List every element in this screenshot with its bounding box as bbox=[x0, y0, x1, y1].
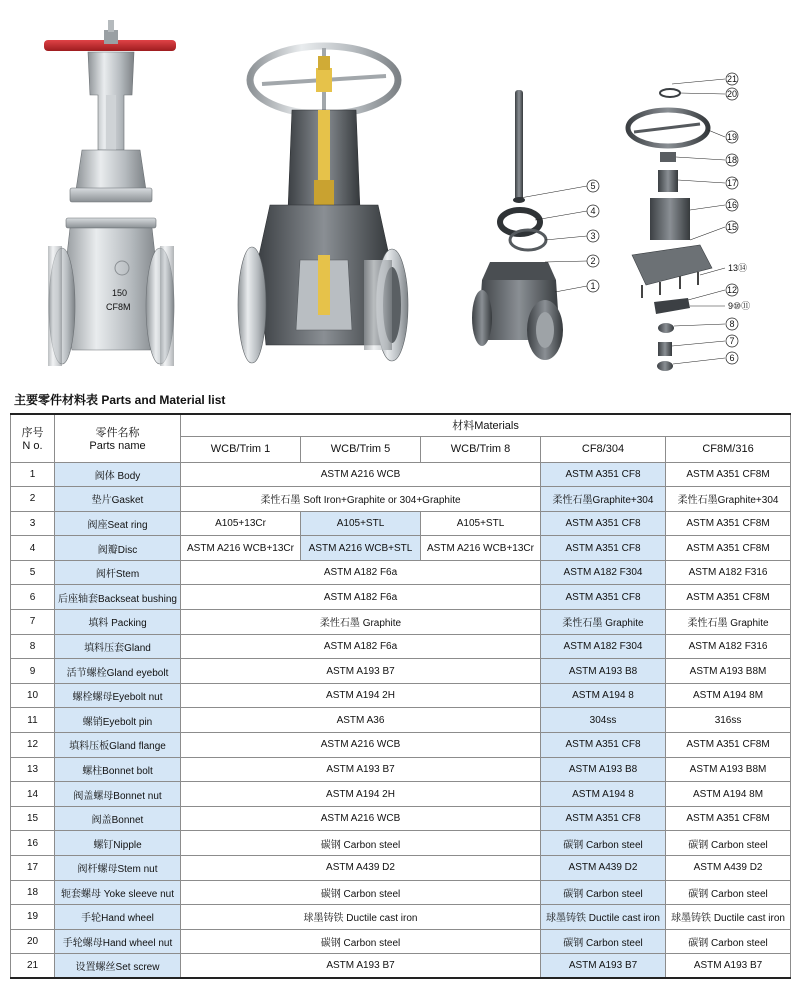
svg-text:7: 7 bbox=[729, 336, 735, 346]
callout-6 bbox=[726, 352, 738, 364]
svg-text:13⑭: 13⑭ bbox=[728, 263, 748, 273]
header-col-wcb-trim1: WCB/Trim 1 bbox=[181, 436, 301, 462]
header-col-cf8m: CF8M/316 bbox=[666, 436, 791, 462]
callout-17 bbox=[726, 177, 738, 189]
table-row bbox=[11, 536, 791, 561]
table-row bbox=[11, 856, 791, 881]
row-number: 20 bbox=[11, 929, 55, 954]
valve-illustrations bbox=[0, 0, 800, 385]
material-cf8m: 球墨铸铁 Ductile cast iron bbox=[666, 905, 791, 930]
material-wcb-trim5: A105+STL bbox=[301, 511, 421, 536]
gate-valve-photo bbox=[44, 20, 176, 366]
material-cf8m: ASTM A193 B8M bbox=[666, 659, 791, 684]
row-number: 15 bbox=[11, 806, 55, 831]
row-number: 12 bbox=[11, 733, 55, 758]
row-number: 17 bbox=[11, 856, 55, 881]
header-no bbox=[11, 414, 55, 462]
material-cf8: 柔性石墨 Graphite bbox=[541, 610, 666, 635]
material-cf8m: ASTM A351 CF8M bbox=[666, 462, 791, 487]
svg-text:5: 5 bbox=[590, 181, 596, 191]
part-name: 填料 Packing bbox=[55, 610, 181, 635]
material-cf8m: 碳钢 Carbon steel bbox=[666, 929, 791, 954]
material-wcb: ASTM A193 B7 bbox=[181, 659, 541, 684]
material-cf8: 球墨铸铁 Ductile cast iron bbox=[541, 905, 666, 930]
table-row bbox=[11, 929, 791, 954]
table-row bbox=[11, 683, 791, 708]
row-number: 10 bbox=[11, 683, 55, 708]
exploded-view-lower bbox=[472, 90, 599, 360]
row-number: 13 bbox=[11, 757, 55, 782]
table-row bbox=[11, 733, 791, 758]
row-number: 14 bbox=[11, 782, 55, 807]
material-wcb: ASTM A36 bbox=[181, 708, 541, 733]
material-wcb-trim1: A105+13Cr bbox=[181, 511, 301, 536]
row-number: 2 bbox=[11, 487, 55, 512]
table-body bbox=[11, 462, 791, 978]
svg-text:21: 21 bbox=[726, 74, 738, 84]
header-col-wcb-trim8: WCB/Trim 8 bbox=[421, 436, 541, 462]
callout-13-14 bbox=[728, 263, 747, 273]
material-cf8: 碳钢 Carbon steel bbox=[541, 831, 666, 856]
table-row bbox=[11, 659, 791, 684]
material-wcb: 柔性石墨 Graphite bbox=[181, 610, 541, 635]
part-name: 手轮Hand wheel bbox=[55, 905, 181, 930]
parts-material-table bbox=[10, 413, 791, 979]
svg-text:6: 6 bbox=[729, 353, 735, 363]
callout-8 bbox=[726, 318, 738, 330]
material-cf8m: ASTM A351 CF8M bbox=[666, 585, 791, 610]
header-name-cn: 零件名称 bbox=[95, 427, 140, 440]
callout-19 bbox=[726, 131, 738, 143]
material-wcb-trim1: ASTM A216 WCB+13Cr bbox=[181, 536, 301, 561]
part-name: 阀座Seat ring bbox=[55, 511, 181, 536]
part-name: 螺柱Bonnet bolt bbox=[55, 757, 181, 782]
table-row bbox=[11, 610, 791, 635]
svg-text:17: 17 bbox=[726, 178, 738, 188]
callout-1 bbox=[587, 280, 599, 292]
table-row bbox=[11, 708, 791, 733]
material-cf8: 柔性石墨Graphite+304 bbox=[541, 487, 666, 512]
callout-15 bbox=[726, 221, 738, 233]
material-cf8: ASTM A351 CF8 bbox=[541, 585, 666, 610]
svg-text:20: 20 bbox=[726, 89, 738, 99]
material-cf8m: ASTM A351 CF8M bbox=[666, 733, 791, 758]
callout-7 bbox=[726, 335, 738, 347]
material-wcb: ASTM A439 D2 bbox=[181, 856, 541, 881]
svg-text:12: 12 bbox=[726, 285, 738, 295]
material-cf8: ASTM A351 CF8 bbox=[541, 462, 666, 487]
material-wcb: 碳钢 Carbon steel bbox=[181, 831, 541, 856]
material-cf8m: ASTM A351 CF8M bbox=[666, 806, 791, 831]
material-wcb-trim5: ASTM A216 WCB+STL bbox=[301, 536, 421, 561]
part-name: 后座轴套Backseat bushing bbox=[55, 585, 181, 610]
header-name-en: Parts name bbox=[89, 440, 146, 453]
material-cf8m: ASTM A182 F316 bbox=[666, 634, 791, 659]
table-row bbox=[11, 806, 791, 831]
material-cf8: ASTM A351 CF8 bbox=[541, 733, 666, 758]
row-number: 21 bbox=[11, 954, 55, 979]
material-cf8: ASTM A351 CF8 bbox=[541, 536, 666, 561]
table-row bbox=[11, 560, 791, 585]
part-name: 阀盖Bonnet bbox=[55, 806, 181, 831]
table-row bbox=[11, 905, 791, 930]
material-cf8m: ASTM A193 B7 bbox=[666, 954, 791, 979]
row-number: 8 bbox=[11, 634, 55, 659]
material-cf8m: ASTM A193 B8M bbox=[666, 757, 791, 782]
material-cf8: ASTM A194 8 bbox=[541, 683, 666, 708]
table-row bbox=[11, 880, 791, 905]
material-cf8: 碳钢 Carbon steel bbox=[541, 929, 666, 954]
part-name: 阀盖螺母Bonnet nut bbox=[55, 782, 181, 807]
exploded-view-upper bbox=[628, 73, 750, 371]
material-cf8m: 柔性石墨Graphite+304 bbox=[666, 487, 791, 512]
svg-text:4: 4 bbox=[590, 206, 596, 216]
header-col-wcb-trim5: WCB/Trim 5 bbox=[301, 436, 421, 462]
table-row bbox=[11, 782, 791, 807]
material-cf8m: ASTM A439 D2 bbox=[666, 856, 791, 881]
row-number: 6 bbox=[11, 585, 55, 610]
material-cf8: ASTM A193 B8 bbox=[541, 757, 666, 782]
svg-text:3: 3 bbox=[590, 231, 596, 241]
material-cf8m: ASTM A351 CF8M bbox=[666, 536, 791, 561]
material-cf8: ASTM A439 D2 bbox=[541, 856, 666, 881]
part-name: 阀瓣Disc bbox=[55, 536, 181, 561]
row-number: 3 bbox=[11, 511, 55, 536]
table-row bbox=[11, 511, 791, 536]
material-cf8: ASTM A351 CF8 bbox=[541, 511, 666, 536]
material-wcb: 球墨铸铁 Ductile cast iron bbox=[181, 905, 541, 930]
material-wcb: ASTM A216 WCB bbox=[181, 733, 541, 758]
svg-text:16: 16 bbox=[726, 200, 738, 210]
body-mark-150: 150 bbox=[112, 288, 128, 298]
material-wcb: ASTM A182 F6a bbox=[181, 585, 541, 610]
material-cf8m: ASTM A194 8M bbox=[666, 683, 791, 708]
table-row bbox=[11, 585, 791, 610]
part-name: 垫片Gasket bbox=[55, 487, 181, 512]
material-wcb: 柔性石墨 Soft Iron+Graphite or 304+Graphite bbox=[181, 487, 541, 512]
material-wcb: ASTM A216 WCB bbox=[181, 806, 541, 831]
material-cf8m: 碳钢 Carbon steel bbox=[666, 831, 791, 856]
material-cf8m: 316ss bbox=[666, 708, 791, 733]
row-number: 18 bbox=[11, 880, 55, 905]
part-name: 设置螺丝Set screw bbox=[55, 954, 181, 979]
row-number: 9 bbox=[11, 659, 55, 684]
material-cf8: ASTM A182 F304 bbox=[541, 560, 666, 585]
row-number: 11 bbox=[11, 708, 55, 733]
callout-18 bbox=[726, 154, 738, 166]
material-wcb: ASTM A193 B7 bbox=[181, 954, 541, 979]
table-row bbox=[11, 462, 791, 487]
part-name: 阀杆螺母Stem nut bbox=[55, 856, 181, 881]
table-row bbox=[11, 831, 791, 856]
svg-text:1: 1 bbox=[590, 281, 596, 291]
table-row bbox=[11, 634, 791, 659]
material-cf8m: ASTM A182 F316 bbox=[666, 560, 791, 585]
callout-2 bbox=[587, 255, 599, 267]
material-wcb-trim8: A105+STL bbox=[421, 511, 541, 536]
material-cf8: ASTM A193 B7 bbox=[541, 954, 666, 979]
gate-valve-cutaway bbox=[238, 46, 408, 363]
header-no-en: N o. bbox=[22, 440, 43, 453]
material-cf8: ASTM A193 B8 bbox=[541, 659, 666, 684]
callout-5 bbox=[587, 180, 599, 192]
part-name: 手轮螺母Hand wheel nut bbox=[55, 929, 181, 954]
svg-text:19: 19 bbox=[726, 132, 738, 142]
row-number: 19 bbox=[11, 905, 55, 930]
callout-9-10-11 bbox=[728, 301, 750, 311]
table-row bbox=[11, 757, 791, 782]
part-name: 阀体 Body bbox=[55, 462, 181, 487]
material-cf8: 碳钢 Carbon steel bbox=[541, 880, 666, 905]
row-number: 5 bbox=[11, 560, 55, 585]
row-number: 4 bbox=[11, 536, 55, 561]
material-wcb: ASTM A182 F6a bbox=[181, 560, 541, 585]
material-cf8m: ASTM A351 CF8M bbox=[666, 511, 791, 536]
callout-4 bbox=[587, 205, 599, 217]
row-number: 16 bbox=[11, 831, 55, 856]
material-wcb: ASTM A194 2H bbox=[181, 782, 541, 807]
row-number: 1 bbox=[11, 462, 55, 487]
callout-12 bbox=[726, 284, 738, 296]
material-cf8: ASTM A182 F304 bbox=[541, 634, 666, 659]
parts-list-title: 主要零件材料表 Parts and Material list bbox=[14, 393, 226, 407]
part-name: 活节螺栓Gland eyebolt bbox=[55, 659, 181, 684]
material-wcb: ASTM A182 F6a bbox=[181, 634, 541, 659]
callout-21 bbox=[726, 73, 738, 85]
part-name: 阀杆Stem bbox=[55, 560, 181, 585]
callout-16 bbox=[726, 199, 738, 211]
material-cf8: ASTM A194 8 bbox=[541, 782, 666, 807]
material-cf8: ASTM A351 CF8 bbox=[541, 806, 666, 831]
part-name: 螺栓螺母Eyebolt nut bbox=[55, 683, 181, 708]
material-wcb-trim8: ASTM A216 WCB+13Cr bbox=[421, 536, 541, 561]
body-mark-material: CF8M bbox=[106, 302, 131, 312]
table-row bbox=[11, 487, 791, 512]
material-wcb: ASTM A194 2H bbox=[181, 683, 541, 708]
header-col-cf8: CF8/304 bbox=[541, 436, 666, 462]
svg-text:2: 2 bbox=[590, 256, 596, 266]
part-name: 填料压板Gland flange bbox=[55, 733, 181, 758]
part-name: 轭套螺母 Yoke sleeve nut bbox=[55, 880, 181, 905]
svg-text:8: 8 bbox=[729, 319, 735, 329]
svg-text:9⑩⑪: 9⑩⑪ bbox=[728, 301, 751, 311]
material-wcb: ASTM A193 B7 bbox=[181, 757, 541, 782]
header-materials: 材料Materials bbox=[181, 414, 791, 436]
row-number: 7 bbox=[11, 610, 55, 635]
callout-3 bbox=[587, 230, 599, 242]
part-name: 螺销Eyebolt pin bbox=[55, 708, 181, 733]
header-no-cn: 序号 bbox=[21, 427, 44, 440]
material-wcb: ASTM A216 WCB bbox=[181, 462, 541, 487]
material-cf8m: 碳钢 Carbon steel bbox=[666, 880, 791, 905]
part-name: 填料压套Gland bbox=[55, 634, 181, 659]
material-wcb: 碳钢 Carbon steel bbox=[181, 929, 541, 954]
material-cf8m: 柔性石墨 Graphite bbox=[666, 610, 791, 635]
material-cf8m: ASTM A194 8M bbox=[666, 782, 791, 807]
material-cf8: 304ss bbox=[541, 708, 666, 733]
material-wcb: 碳钢 Carbon steel bbox=[181, 880, 541, 905]
part-name: 螺钉Nipple bbox=[55, 831, 181, 856]
header-parts-name bbox=[55, 414, 181, 462]
svg-text:18: 18 bbox=[726, 155, 738, 165]
callout-20 bbox=[726, 88, 738, 100]
table-row bbox=[11, 954, 791, 979]
svg-text:15: 15 bbox=[726, 222, 738, 232]
